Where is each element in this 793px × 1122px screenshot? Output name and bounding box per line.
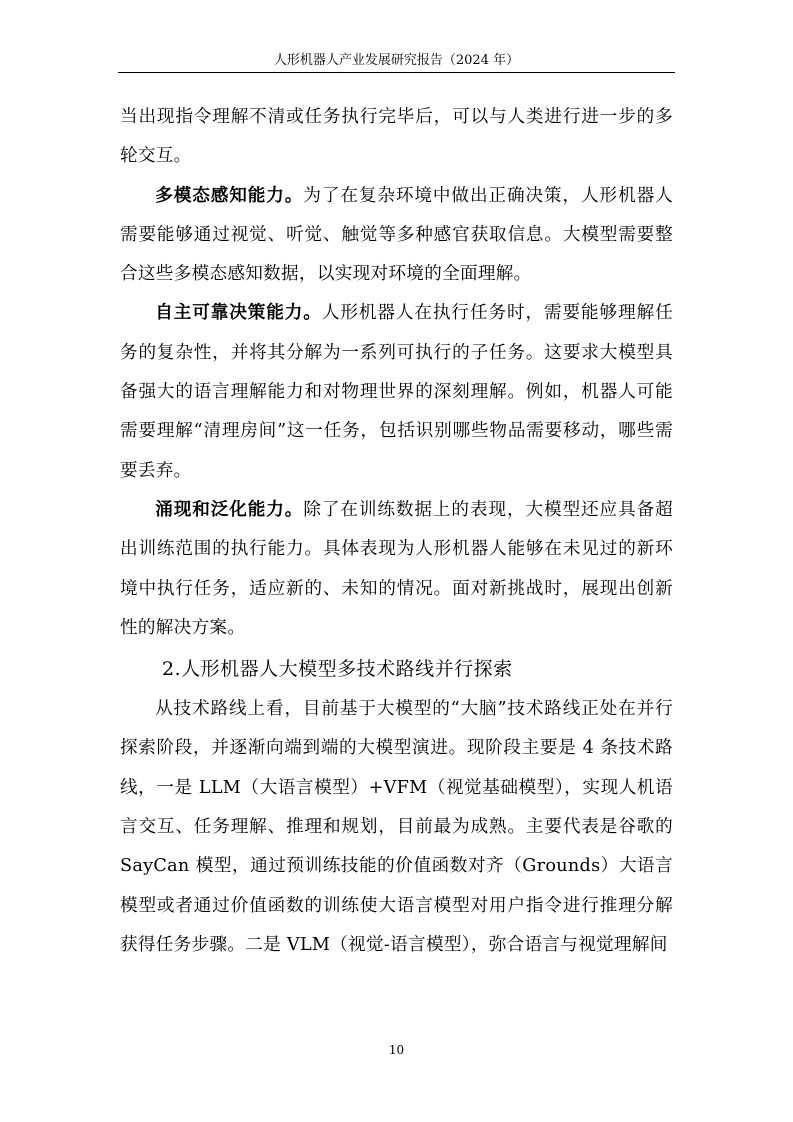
paragraph-text: 人形机器人在执行任务时，需要能够理解任务的复杂性，并将其分解为一系列可执行的子任务。这要求大模型具备强大的语言理解能力和对物理世界的深刻理解。例如，机器人可能需要理解“清理房间”这一任务，包括识别哪些物品需要移动，哪些需要丢弃。 bbox=[120, 303, 673, 481]
paragraph-technical-routes: 从技术路线上看，目前基于大模型的“大脑”技术路线正处在并行探索阶段，并逐渐向端到端的大模型演进。现阶段主要是 4 条技术路线，一是 LLM（大语言模型）+VFM（视觉基础模型），实现人机语言交互、任务理解、推理和规划，目前最为成熟。主要代表是谷歌的 SayCan 模型，通过预训练技能的价值函数对齐（Grounds）大语言模型或者通过价值函数的训练使大语言模型对用户指令进行推理分解获得任务步骤。二是 VLM（视觉-语言模型），弥合语言与视觉理解间 bbox=[120, 699, 673, 955]
paragraph-continuation: 当出现指令理解不清或任务执行完毕后，可以与人类进行进一步的多轮交互。 bbox=[120, 107, 673, 167]
document-body bbox=[120, 98, 673, 965]
paragraph-lead-term: 自主可靠决策能力。 bbox=[155, 303, 322, 324]
paragraph-multimodal-perception bbox=[120, 177, 673, 295]
paragraph-autonomous-decision bbox=[120, 294, 673, 490]
running-header: 人形机器人产业发展研究报告（2024 年） bbox=[273, 53, 520, 68]
paragraph-text: 除了在训练数据上的表现，大模型还应具备超出训练范围的执行能力。具体表现为人形机器人能够在未见过的新环境中执行任务，适应新的、未知的情况。面对新挑战时，展现出创新性的解决方案。 bbox=[120, 499, 673, 638]
paragraph-emergence-generalization bbox=[120, 491, 673, 648]
paragraph-text: 为了在复杂环境中做出正确决策，人形机器人需要能够通过视觉、听觉、触觉等多种感官获取信息。大模型需要整合这些多模态感知数据，以实现对环境的全面理解。 bbox=[120, 185, 673, 285]
page-number: 10 bbox=[388, 1043, 405, 1057]
section-heading: 2.人形机器人大模型多技术路线并行探索 bbox=[162, 658, 513, 681]
paragraph-lead-term: 多模态感知能力。 bbox=[155, 185, 304, 206]
header-divider bbox=[118, 72, 675, 73]
paragraph-lead-term: 涌现和泛化能力。 bbox=[155, 499, 304, 520]
